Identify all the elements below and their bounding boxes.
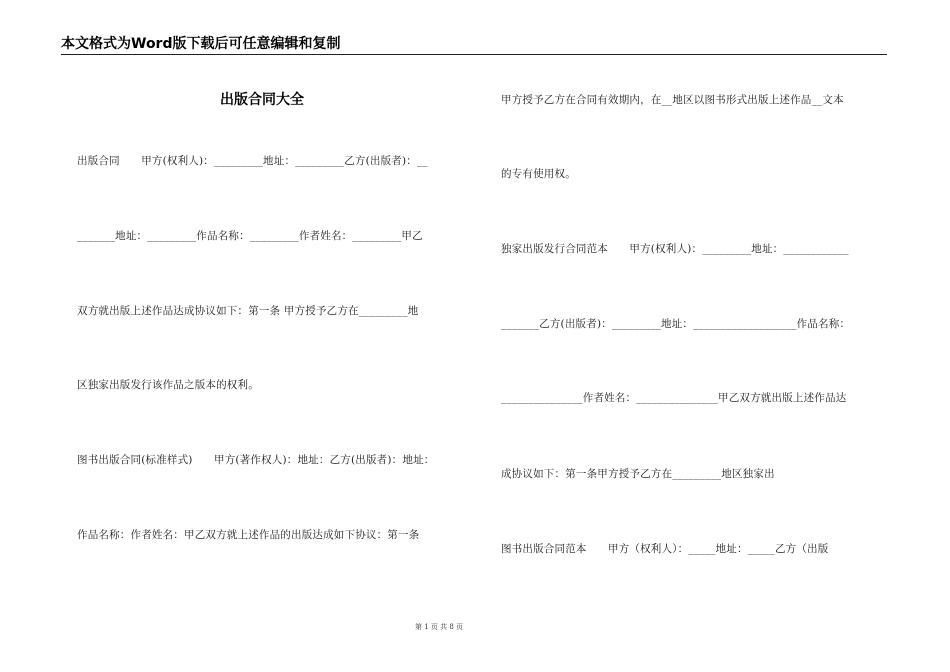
left-paragraph-line: 出版合同 甲方(权利人)：_________地址：_________乙方(出版者)：__ <box>77 155 428 167</box>
right-paragraph-line: _______乙方(出版者)：_________地址：___________________作品名称： <box>501 318 851 330</box>
left-paragraph-line: 图书出版合同(标准样式) 甲方(著作权人)：地址：乙方(出版者)：地址： <box>77 454 435 466</box>
right-paragraph-line: 图书出版合同范本 甲方（权利人）：_____地址：_____乙方（出版 <box>501 543 829 555</box>
left-paragraph-line: 作品名称：作者姓名：甲乙双方就上述作品的出版达成如下协议：第一条 <box>77 529 420 541</box>
left-paragraph-line: _______地址：_________作品名称：_________作者姓名：_________甲乙 <box>77 230 423 242</box>
right-paragraph-line: 的专有使用权。 <box>501 168 576 180</box>
page-number: 第 1 页 共 8 页 <box>415 623 464 631</box>
header-text: 本文格式为Word版下载后可任意编辑和复制 <box>61 36 341 52</box>
document-title: 出版合同大全 <box>220 92 304 108</box>
right-paragraph-line: 甲方授予乙方在合同有效期内，在__地区以图书形式出版上述作品__文本 <box>501 94 844 106</box>
left-paragraph-line: 双方就出版上述作品达成协议如下：第一条 甲方授予乙方在_________地 <box>77 305 419 317</box>
page-header <box>61 34 887 55</box>
right-paragraph-line: _______________作者姓名：_______________甲乙双方就出版上述作品达 <box>501 392 847 404</box>
left-paragraph-line: 区独家出版发行该作品之版本的权利。 <box>77 379 259 391</box>
right-paragraph-line: 独家出版发行合同范本 甲方(权利人)：_________地址：____________ <box>501 243 849 255</box>
right-paragraph-line: 成协议如下：第一条甲方授予乙方在_________地区独家出 <box>501 468 775 480</box>
